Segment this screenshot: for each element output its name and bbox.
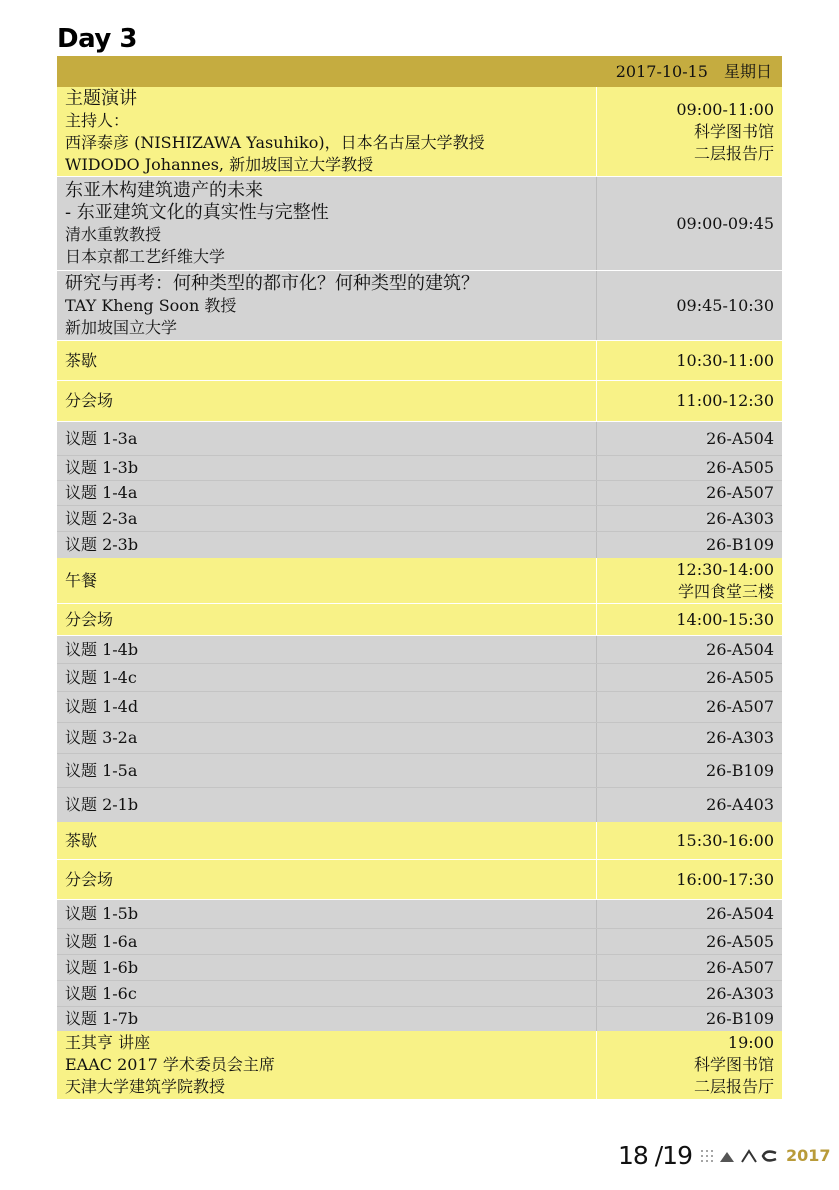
schedule-table (57, 56, 782, 1099)
room: 26-A505 (596, 929, 782, 954)
topic: 议题 1-6b (65, 957, 139, 977)
room: 26-A303 (596, 506, 782, 531)
keynote-venue-2: 二层报告厅 (693, 143, 774, 163)
session-3-list (57, 900, 782, 1031)
keynote-time: 09:00-11:00 (676, 99, 774, 119)
keynote-host-2: WIDODO Johannes, 新加坡国立大学教授 (65, 154, 374, 174)
date-header-row (57, 56, 782, 87)
room: 26-A505 (596, 664, 782, 691)
session-2-list (57, 636, 782, 822)
session-3-label: 分会场 (65, 869, 114, 889)
talk-2-time: 09:45-10:30 (676, 295, 774, 315)
topic: 议题 3-2a (65, 728, 138, 747)
topic: 议题 1-4d (65, 697, 139, 716)
room: 26-A504 (596, 900, 782, 928)
lunch-time-venue (596, 558, 782, 603)
lecture-time: 19:00 (727, 1033, 774, 1052)
topic: 议题 2-1b (65, 795, 139, 814)
talk-1-speaker: 清水重敦教授 (65, 224, 162, 244)
talk-2-info (57, 271, 596, 340)
talk-1-time-cell (596, 177, 782, 270)
list-item (57, 422, 782, 456)
topic: 议题 1-4c (65, 667, 137, 687)
room: 26-A303 (596, 981, 782, 1006)
break-row-2 (57, 822, 782, 860)
talk-1-time: 09:00-09:45 (676, 213, 774, 233)
topic: 议题 1-4b (65, 639, 139, 659)
keynote-info (57, 87, 596, 176)
day-title: Day 3 (57, 24, 137, 54)
session-1-list (57, 422, 782, 558)
room: 26-A507 (596, 481, 782, 505)
list-item (57, 532, 782, 558)
topic: 议题 1-5a (65, 760, 138, 780)
lecture-time-venue (596, 1031, 782, 1099)
lecture-info (57, 1031, 596, 1099)
break-2-time: 15:30-16:00 (596, 822, 782, 859)
lunch-time: 12:30-14:00 (676, 559, 774, 579)
topic: 议题 1-4a (65, 483, 138, 502)
topic: 议题 1-3a (65, 428, 138, 448)
lunch-label: 午餐 (65, 570, 98, 590)
topic: 议题 2-3a (65, 508, 138, 528)
eaac-logo-icon (718, 1146, 780, 1166)
break-1-label: 茶歇 (65, 350, 98, 370)
talk-2-affiliation: 新加坡国立大学 (65, 317, 178, 337)
room: 26-A504 (596, 636, 782, 663)
room: 26-A403 (596, 788, 782, 822)
lunch-venue: 学四食堂三楼 (677, 581, 774, 601)
page-number: 18 /19 (618, 1141, 692, 1170)
room: 26-B109 (596, 754, 782, 787)
list-item (57, 481, 782, 506)
topic: 议题 1-7b (65, 1009, 139, 1028)
lunch-row (57, 558, 782, 604)
logo-year: 2017 (786, 1146, 831, 1165)
list-item (57, 1007, 782, 1031)
talk-1-title-2: - 东亚建筑文化的真实性与完整性 (65, 201, 329, 223)
list-item (57, 981, 782, 1007)
talk-1-affiliation: 日本京都工艺纤维大学 (65, 246, 226, 266)
room: 26-B109 (596, 532, 782, 558)
topic: 议题 1-6c (65, 983, 137, 1003)
session-row-3 (57, 860, 782, 900)
list-item (57, 506, 782, 532)
break-1-time: 10:30-11:00 (596, 341, 782, 380)
talk-row-1 (57, 177, 782, 271)
keynote-title: 主题演讲 (65, 87, 137, 109)
topic: 议题 1-5b (65, 904, 139, 923)
keynote-time-venue (596, 87, 782, 176)
room: 26-B109 (596, 1007, 782, 1031)
list-item (57, 723, 782, 754)
keynote-host-1: 西泽泰彦 (NISHIZAWA Yasuhiko)，日本名古屋大学教授 (65, 132, 485, 152)
topic: 议题 2-3b (65, 535, 139, 554)
date-header: 2017-10-15 星期日 (615, 61, 772, 81)
lecture-venue-2: 二层报告厅 (693, 1077, 774, 1096)
room: 26-A507 (596, 692, 782, 722)
session-3-time: 16:00-17:30 (596, 860, 782, 899)
talk-row-2 (57, 271, 782, 341)
talk-2-time-cell (596, 271, 782, 340)
list-item (57, 929, 782, 955)
keynote-row (57, 87, 782, 177)
talk-2-speaker: TAY Kheng Soon 教授 (65, 295, 237, 315)
lecture-line-1: 王其亨 讲座 (65, 1033, 151, 1052)
keynote-venue-1: 科学图书馆 (693, 121, 774, 141)
talk-2-title: 研究与再考：何种类型的都市化？何种类型的建筑？ (65, 272, 479, 294)
session-1-time: 11:00-12:30 (596, 381, 782, 421)
lecture-line-3: 天津大学建筑学院教授 (65, 1077, 226, 1096)
room: 26-A303 (596, 723, 782, 753)
session-2-time: 14:00-15:30 (596, 604, 782, 635)
lecture-row (57, 1031, 782, 1099)
break-row-1 (57, 341, 782, 381)
topic: 议题 1-6a (65, 931, 138, 951)
talk-1-title-1: 东亚木构建筑遗产的未来 (65, 179, 263, 201)
list-item (57, 664, 782, 692)
room: 26-A507 (596, 955, 782, 980)
lecture-venue-1: 科学图书馆 (693, 1055, 774, 1074)
list-item (57, 636, 782, 664)
room: 26-A504 (596, 422, 782, 455)
talk-1-info (57, 177, 596, 270)
break-2-label: 茶歇 (65, 830, 98, 850)
grid-dots-icon (700, 1149, 714, 1163)
list-item (57, 754, 782, 788)
list-item (57, 955, 782, 981)
list-item (57, 456, 782, 481)
lecture-line-2: EAAC 2017 学术委员会主席 (65, 1055, 275, 1074)
session-row-2 (57, 604, 782, 636)
room: 26-A505 (596, 456, 782, 480)
session-2-label: 分会场 (65, 609, 114, 629)
session-1-label: 分会场 (65, 391, 114, 410)
page-footer (618, 1141, 831, 1170)
topic: 议题 1-3b (65, 458, 139, 477)
keynote-host-label: 主持人： (65, 110, 130, 130)
list-item (57, 692, 782, 723)
list-item (57, 788, 782, 822)
list-item (57, 900, 782, 929)
session-row-1 (57, 381, 782, 422)
